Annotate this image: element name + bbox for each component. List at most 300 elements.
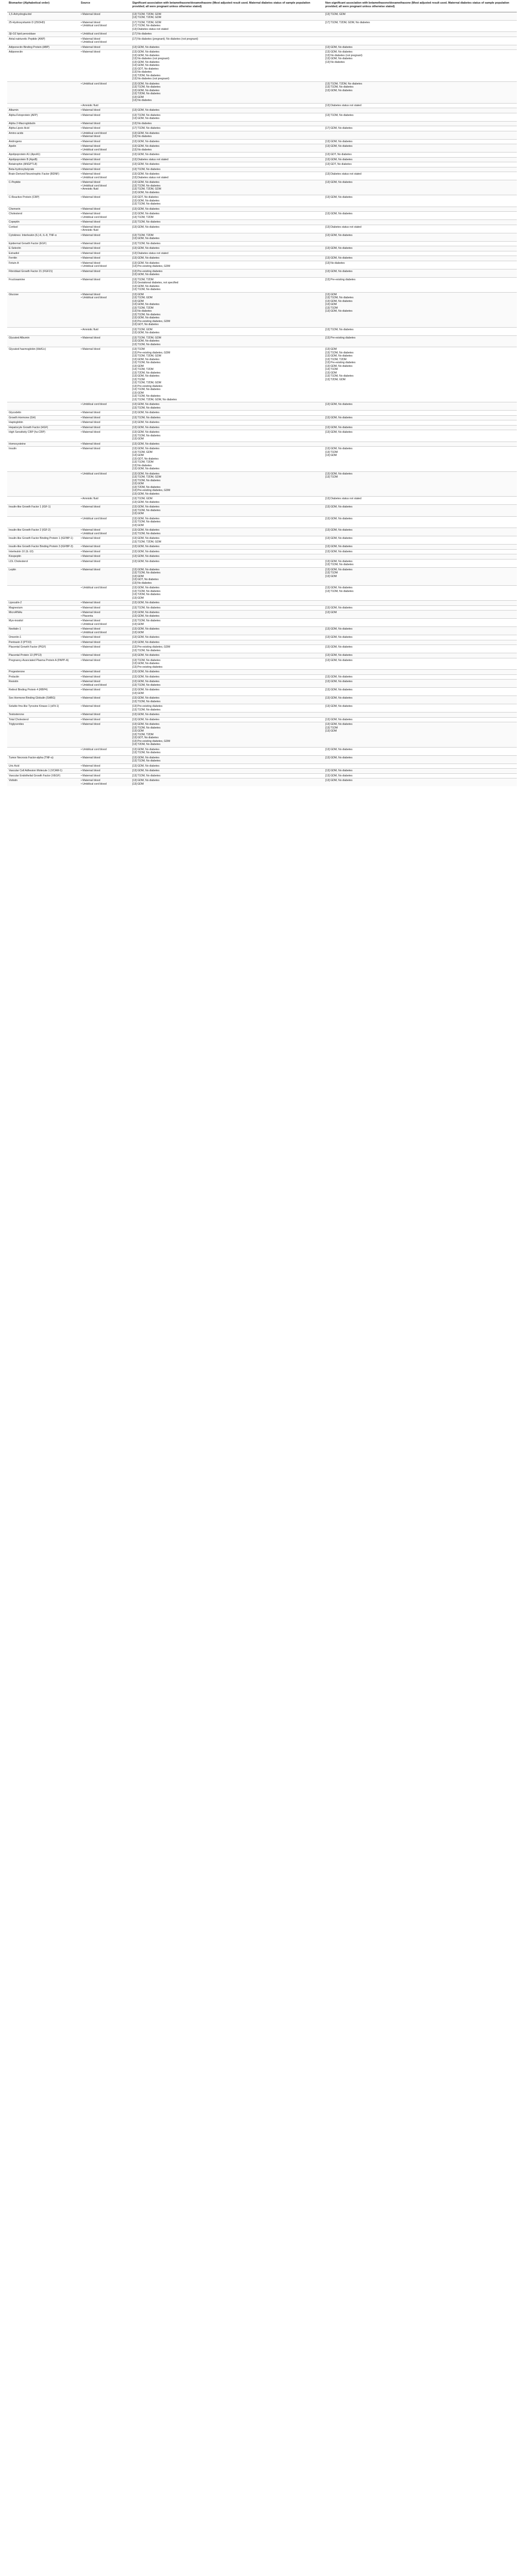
- non-significant-cell: [324, 722, 517, 748]
- significant-cell: [131, 113, 324, 121]
- biomarker-table: [7, 0, 517, 786]
- significant-cell: [131, 442, 324, 447]
- finding-item: [13] GDM, No diabetes: [325, 247, 353, 250]
- significant-cell: [131, 516, 324, 528]
- non-significant-cell: [324, 277, 517, 292]
- biomarker-cell: [7, 103, 79, 108]
- biomarker-cell: Cortisol: [7, 225, 79, 233]
- finding-item: [13] GDM: [132, 391, 144, 395]
- finding-item: [13] T1DM, No diabetes: [132, 167, 161, 171]
- biomarker-cell: [7, 747, 79, 755]
- table-row: [7, 131, 517, 139]
- non-significant-cell: [324, 717, 517, 722]
- source-cell: [79, 157, 131, 162]
- significant-cell: [131, 108, 324, 113]
- biomarker-cell: Pentraxin 3 (PTX3): [7, 640, 79, 645]
- biomarker-cell: Magnesium: [7, 605, 79, 611]
- non-significant-cell: [324, 37, 517, 45]
- significant-cell: [131, 420, 324, 426]
- finding-item: [13] Pre-existing diabetes, GDM: [132, 351, 170, 354]
- finding-item: [13] T1DM, No diabetes: [325, 375, 354, 378]
- significant-cell: [131, 347, 324, 402]
- source-item: • Amniotic fluid: [81, 328, 129, 332]
- finding-item: [13] GDM, No diabetes: [325, 779, 353, 782]
- source-cell: [79, 778, 131, 787]
- table-row: [7, 447, 517, 472]
- finding-item: [13] Pre-existing diabetes, GDM: [132, 739, 170, 743]
- significant-cell: [131, 81, 324, 103]
- source-cell: [79, 180, 131, 195]
- non-significant-cell: [324, 497, 517, 505]
- table-row: [7, 722, 517, 748]
- non-significant-cell: [324, 126, 517, 131]
- finding-item: [13] GDM, No diabetes: [132, 492, 160, 496]
- finding-item: [13] T1DM, No diabetes: [132, 113, 161, 117]
- finding-item: [13] GDM, No diabetes: [132, 82, 160, 86]
- non-significant-cell: [324, 645, 517, 653]
- significant-cell: [131, 658, 324, 670]
- biomarker-cell: Apolipoprotein A1 (ApoA1): [7, 152, 79, 158]
- non-significant-cell: [324, 233, 517, 241]
- source-item: • Umbilical cord blood: [81, 631, 129, 635]
- source-cell: [79, 207, 131, 212]
- significant-cell: [131, 778, 324, 787]
- significant-cell: [131, 755, 324, 764]
- table-row: [7, 640, 517, 645]
- finding-item: [13] Diabetes status not stated: [132, 27, 169, 31]
- finding-item: [13] GDM: [132, 523, 144, 527]
- finding-item: [13] GDM, No diabetes: [325, 688, 353, 691]
- finding-item: [13] T1DM, T2DM: [132, 278, 154, 281]
- finding-item: [13] GDM, No diabetes: [132, 640, 160, 644]
- table-row: [7, 658, 517, 670]
- finding-item: [13] GDM, No diabetes: [325, 212, 353, 215]
- finding-item: [13] T1DM, T2DM, GDM: [132, 12, 162, 16]
- significant-cell: [131, 335, 324, 347]
- non-significant-cell: [324, 103, 517, 108]
- table-row: [7, 225, 517, 233]
- table-row: [7, 425, 517, 430]
- finding-item: [13] GDM, No diabetes: [132, 247, 160, 250]
- biomarker-cell: 25-Hydroxyvitamin D (25OHD): [7, 20, 79, 32]
- significant-cell: [131, 674, 324, 680]
- significant-cell: [131, 251, 324, 256]
- source-cell: [79, 717, 131, 722]
- finding-item: [13] GDM, No diabetes: [325, 697, 353, 700]
- finding-item: [13] GDM, No diabetes: [132, 670, 160, 673]
- finding-item: [13] GDM, No diabetes: [132, 601, 160, 604]
- non-significant-cell: [324, 471, 517, 497]
- finding-item: [13] GDM, No diabetes: [132, 680, 160, 683]
- non-significant-cell: [324, 261, 517, 269]
- finding-item: [13] GDM, No diabetes: [325, 529, 353, 532]
- finding-item: [13] T1DM: [325, 726, 338, 730]
- non-significant-cell: [324, 292, 517, 327]
- source-cell: [79, 747, 131, 755]
- table-row: [7, 717, 517, 722]
- finding-item: [13] GDM, No diabetes: [132, 586, 160, 589]
- finding-item: [13] GDM, No diabetes: [325, 181, 353, 184]
- non-significant-cell: [324, 327, 517, 335]
- biomarker-cell: MicroRNAs: [7, 611, 79, 619]
- non-significant-cell: [324, 764, 517, 769]
- table-row: [7, 670, 517, 675]
- biomarker-cell: E-Selectin: [7, 246, 79, 251]
- finding-item: [13] T1DM, No diabetes: [325, 589, 354, 593]
- significant-cell: [131, 722, 324, 748]
- finding-item: [13] GDM, No diabetes: [132, 411, 160, 414]
- source-cell: [79, 640, 131, 645]
- non-significant-cell: [324, 688, 517, 696]
- source-item: • Maternal blood: [81, 226, 129, 229]
- table-row: [7, 755, 517, 764]
- source-item: • Maternal blood: [81, 135, 129, 139]
- source-item: • Maternal blood: [81, 675, 129, 679]
- finding-item: [13] GDM: [325, 348, 337, 351]
- source-item: • Maternal blood: [81, 234, 129, 238]
- finding-item: [13] T1DM, No diabetes: [132, 184, 161, 188]
- finding-item: [13] GDM, No diabetes: [132, 748, 160, 751]
- non-significant-cell: [324, 505, 517, 517]
- finding-item: [13] T2DM, No diabetes: [132, 743, 161, 746]
- biomarker-cell: [7, 586, 79, 601]
- source-item: • Amniotic fluid: [81, 497, 129, 501]
- biomarker-cell: Atrial natriuretic Peptide (ANP): [7, 37, 79, 45]
- finding-item: [13] T1DM, T2DM, No diabetes: [325, 82, 362, 86]
- finding-item: [13] GDM, No diabetes: [132, 442, 160, 446]
- finding-item: [13] GDM, No diabetes: [325, 364, 353, 368]
- finding-item: [13] T1DM, GDM: [132, 296, 153, 299]
- finding-item: [17] GDM, No diabetes: [325, 127, 353, 130]
- table-row: [7, 674, 517, 680]
- table-row: [7, 559, 517, 567]
- biomarker-cell: Placental Growth Factor (PlGF): [7, 645, 79, 653]
- source-cell: [79, 430, 131, 442]
- finding-item: [13] Pre-existing diabetes, GDM: [132, 319, 170, 323]
- source-item: • Maternal blood: [81, 212, 129, 216]
- source-item: • Maternal blood: [81, 705, 129, 708]
- non-significant-cell: [324, 172, 517, 180]
- significant-cell: [131, 126, 324, 131]
- table-row: [7, 471, 517, 497]
- finding-item: [13] T2DM, No diabetes: [132, 593, 161, 596]
- significant-cell: [131, 167, 324, 172]
- source-item: • Maternal blood: [81, 659, 129, 663]
- biomarker-cell: Omentin-1: [7, 635, 79, 640]
- biomarker-cell: C-Reactive Protein (CRP): [7, 195, 79, 207]
- finding-item: [13] T1DM, T2DM: [132, 306, 154, 310]
- source-item: • Maternal blood: [81, 713, 129, 717]
- table-row: [7, 442, 517, 447]
- non-significant-cell: [324, 45, 517, 50]
- significant-cell: [131, 605, 324, 611]
- table-row: [7, 645, 517, 653]
- finding-item: [13] GDM: [325, 730, 337, 733]
- source-cell: [79, 755, 131, 764]
- significant-cell: [131, 528, 324, 536]
- table-row: [7, 528, 517, 536]
- biomarker-cell: Alpha-Fetoprotein (AFP): [7, 113, 79, 121]
- source-item: • Maternal blood: [81, 158, 129, 162]
- source-item: • Maternal blood: [81, 568, 129, 572]
- finding-item: [13] T2DM, No diabetes: [132, 371, 161, 375]
- table-row: [7, 212, 517, 220]
- non-significant-cell: [324, 696, 517, 704]
- finding-item: [13] GDM, No diabetes: [132, 64, 160, 67]
- finding-item: [13] GDM, No diabetes: [132, 764, 160, 768]
- finding-item: [13] T1DM, No diabetes: [132, 202, 161, 206]
- source-item: • Maternal blood: [81, 145, 129, 148]
- source-item: • Maternal blood: [81, 765, 129, 768]
- finding-item: [13] GDM, No diabetes: [132, 447, 160, 450]
- finding-item: [13] GDM, No diabetes: [132, 173, 160, 176]
- source-item: • Maternal blood: [81, 252, 129, 256]
- finding-item: [13] GDM, No diabetes: [325, 447, 353, 450]
- finding-item: [13] GDM, No diabetes: [325, 537, 353, 540]
- finding-item: [13] GDM, No diabetes: [132, 568, 160, 571]
- biomarker-cell: Chemerin: [7, 207, 79, 212]
- significant-cell: [131, 471, 324, 497]
- source-cell: [79, 32, 131, 37]
- table-row: [7, 567, 517, 586]
- finding-item: [13] GDM: [132, 299, 144, 303]
- finding-item: [13] GDM, No diabetes: [132, 225, 160, 229]
- biomarker-cell: Fibroblast Growth Factor 21 (FGF21): [7, 269, 79, 277]
- source-cell: [79, 516, 131, 528]
- table-row: [7, 20, 517, 32]
- source-cell: [79, 645, 131, 653]
- source-item: • Umbilical cord blood: [81, 296, 129, 300]
- finding-item: [13] T1DM, No diabetes: [132, 343, 161, 346]
- finding-item: [13] GDM, No diabetes: [132, 207, 160, 211]
- biomarker-cell: [7, 402, 79, 411]
- finding-item: [13] GDM, No diabetes: [132, 628, 160, 631]
- source-cell: [79, 471, 131, 497]
- finding-item: [13] GDM, No diabetes: [325, 140, 353, 143]
- source-item: • Umbilical cord blood: [81, 783, 129, 786]
- non-significant-cell: [324, 559, 517, 567]
- biomarker-cell: Haptoglobin: [7, 420, 79, 426]
- finding-item: [13] T1DM, T2DM, GDM: [132, 16, 162, 19]
- source-item: • Umbilical cord blood: [81, 532, 129, 536]
- finding-item: [13] T1DM, No diabetes: [132, 406, 161, 410]
- finding-item: [13] GDM, No diabetes: [132, 212, 160, 215]
- table-row: [7, 167, 517, 172]
- source-item: • Umbilical cord blood: [81, 132, 129, 135]
- biomarker-cell: Apolipoprotein B (ApoB): [7, 157, 79, 162]
- biomarker-cell: Retinol Binding Protein 4 (RBP4): [7, 688, 79, 696]
- table-row: [7, 696, 517, 704]
- finding-item: [13] GDM: [132, 782, 144, 786]
- finding-item: [13] GDM: [132, 364, 144, 368]
- source-item: • Umbilical cord blood: [81, 82, 129, 86]
- source-item: • Maternal blood: [81, 697, 129, 700]
- finding-item: [13] GDM, No diabetes: [132, 375, 160, 378]
- source-item: • Umbilical cord blood: [81, 24, 129, 28]
- source-item: • Umbilical cord blood: [81, 216, 129, 219]
- table-row: [7, 627, 517, 635]
- table-row: [7, 113, 517, 121]
- finding-item: [13] T2DM, No diabetes: [132, 92, 161, 95]
- biomarker-cell: Leptin: [7, 567, 79, 586]
- non-significant-cell: [324, 674, 517, 680]
- non-significant-cell: [324, 528, 517, 536]
- finding-item: [13] GDM, No diabetes: [132, 505, 160, 509]
- non-significant-cell: [324, 567, 517, 586]
- non-significant-cell: [324, 246, 517, 251]
- significant-cell: [131, 764, 324, 769]
- source-item: • Maternal blood: [81, 426, 129, 430]
- source-item: • Umbilical cord blood: [81, 148, 129, 152]
- header-source: Source: [79, 0, 131, 12]
- source-item: • Maternal blood: [81, 654, 129, 657]
- non-significant-cell: [324, 157, 517, 162]
- biomarker-cell: Lipocalin-2: [7, 601, 79, 606]
- finding-item: [13] GDT, No diabetes: [132, 457, 159, 461]
- significant-cell: [131, 277, 324, 292]
- finding-item: [13] GDM: [132, 482, 144, 485]
- source-cell: [79, 713, 131, 718]
- non-significant-cell: [324, 549, 517, 554]
- table-row: [7, 108, 517, 113]
- finding-item: [13] GDM, No diabetes: [132, 421, 160, 424]
- biomarker-cell: Total Cholesterol: [7, 717, 79, 722]
- non-significant-cell: [324, 347, 517, 402]
- source-cell: [79, 327, 131, 335]
- finding-item: [13] T1DM, No diabetes: [132, 242, 161, 245]
- source-cell: [79, 246, 131, 251]
- source-item: • Maternal blood: [81, 723, 129, 726]
- finding-item: [13] GDM: [132, 631, 144, 634]
- significant-cell: [131, 696, 324, 704]
- finding-item: [13] T1DM, T2DM, GDM: [132, 381, 162, 384]
- biomarker-cell: [7, 497, 79, 505]
- source-item: • Maternal blood: [81, 628, 129, 631]
- finding-item: [13] T1DM: [325, 476, 338, 479]
- source-cell: [79, 172, 131, 180]
- biomarker-cell: Insulin-like Growth Factor Binding Protein 1 (IGFBP-1): [7, 536, 79, 545]
- finding-item: [13] T1DM, T2DM, GDM, No diabetes: [132, 398, 177, 401]
- finding-item: [13] T1DM, T2DM, GDM: [132, 476, 162, 479]
- finding-item: [13] GDM: [132, 730, 144, 733]
- source-cell: [79, 627, 131, 635]
- significant-cell: [131, 567, 324, 586]
- biomarker-cell: Amino acids: [7, 131, 79, 139]
- significant-cell: [131, 688, 324, 696]
- finding-item: [13] GDM, No diabetes: [132, 431, 160, 434]
- finding-item: [13] GDM, No diabetes: [325, 431, 353, 434]
- significant-cell: [131, 505, 324, 517]
- source-item: • Maternal blood: [81, 122, 129, 126]
- biomarker-cell: Alpha-Lipoic Acid: [7, 126, 79, 131]
- table-row: [7, 220, 517, 225]
- significant-cell: [131, 611, 324, 619]
- finding-item: [13] T1DM, No diabetes: [325, 328, 354, 331]
- finding-item: [13] GDM, No diabetes: [132, 611, 160, 614]
- source-cell: [79, 680, 131, 688]
- table-row: [7, 121, 517, 126]
- finding-item: [13] GDM, No diabetes: [132, 303, 160, 306]
- non-significant-cell: [324, 241, 517, 246]
- source-item: • Maternal blood: [81, 196, 129, 199]
- non-significant-cell: [324, 601, 517, 606]
- significant-cell: [131, 152, 324, 158]
- significant-cell: [131, 559, 324, 567]
- finding-item: [13] GDM: [132, 454, 144, 457]
- source-cell: [79, 152, 131, 158]
- finding-item: [13] GDM, No diabetes: [132, 261, 160, 265]
- non-significant-cell: [324, 747, 517, 755]
- biomarker-cell: Interleukin 10 (IL-10): [7, 549, 79, 554]
- biomarker-cell: Kisspeptin: [7, 554, 79, 560]
- finding-item: [13] GDM, No diabetes: [325, 233, 353, 237]
- finding-item: [13] GDM, No diabetes: [325, 568, 353, 571]
- non-significant-cell: [324, 773, 517, 778]
- finding-item: [13] T1DM, No diabetes: [132, 649, 161, 652]
- table-row: [7, 536, 517, 545]
- finding-item: [13] GDT, No diabetes: [132, 736, 159, 739]
- non-significant-cell: [324, 420, 517, 426]
- biomarker-cell: Alpha 2-Macroglobulin: [7, 121, 79, 126]
- non-significant-cell: [324, 658, 517, 670]
- table-row: [7, 195, 517, 207]
- source-item: • Maternal blood: [81, 670, 129, 674]
- finding-item: [13] GDM, No diabetes: [325, 658, 353, 662]
- source-item: • Maternal blood: [81, 257, 129, 260]
- significant-cell: [131, 292, 324, 327]
- biomarker-cell: Fructosamine: [7, 277, 79, 292]
- finding-item: [13] T1DM, T2DM: [132, 215, 154, 219]
- biomarker-cell: Glucose: [7, 292, 79, 327]
- finding-item: [13] GDM, No diabetes: [132, 54, 160, 57]
- finding-item: [13] T1DM, No diabetes: [132, 700, 161, 703]
- significant-cell: [131, 45, 324, 50]
- finding-item: [13] Pre-existing diabetes, GDM: [132, 489, 170, 492]
- header-significant: Significant association with betamethasone/dexamethasone (Most adjusted result used. Maternal diabetes status of sample population provided; all were pregnant unless otherwise stated): [131, 0, 324, 12]
- source-cell: [79, 411, 131, 416]
- table-row: [7, 269, 517, 277]
- finding-item: [13] GDM, No diabetes: [132, 403, 160, 406]
- finding-item: [13] No diabetes (not pregnant): [132, 57, 169, 60]
- finding-item: [13] T1DM, T2DM: [132, 233, 154, 237]
- biomarker-cell: Glycated haemoglobin (HbA1c): [7, 347, 79, 402]
- finding-item: [13] GDM: [132, 437, 144, 440]
- finding-item: [13] GDM, No diabetes: [325, 57, 353, 60]
- finding-item: [13] Pre-existing diabetes: [325, 336, 356, 340]
- source-cell: [79, 251, 131, 256]
- finding-item: [13] GDM, No diabetes: [325, 269, 353, 273]
- finding-item: [13] GDM, No diabetes: [325, 646, 353, 649]
- finding-item: [13] GDM, No diabetes: [325, 545, 353, 548]
- source-cell: [79, 611, 131, 619]
- finding-item: [13] GDM, No diabetes: [325, 196, 353, 199]
- finding-item: [13] GDM, No diabetes: [132, 517, 160, 520]
- finding-item: [13] No diabetes: [132, 99, 152, 102]
- finding-item: [13] GDM, No diabetes: [325, 718, 353, 721]
- biomarker-cell: [7, 471, 79, 497]
- finding-item: [13] T1DM, No diabetes: [132, 683, 161, 687]
- biomarker-cell: Resistin: [7, 680, 79, 688]
- source-cell: [79, 167, 131, 172]
- source-cell: [79, 402, 131, 411]
- source-item: • Maternal blood: [81, 560, 129, 564]
- finding-item: [13] Pre-existing diabetes: [132, 705, 163, 708]
- biomarker-cell: Estradiol: [7, 251, 79, 256]
- finding-item: [13] T1DM, No diabetes: [132, 509, 161, 512]
- finding-item: [13] No diabetes: [132, 581, 152, 585]
- finding-item: [13] T1DM, No diabetes: [132, 774, 161, 777]
- finding-item: [13] GDM, No diabetes: [132, 537, 160, 540]
